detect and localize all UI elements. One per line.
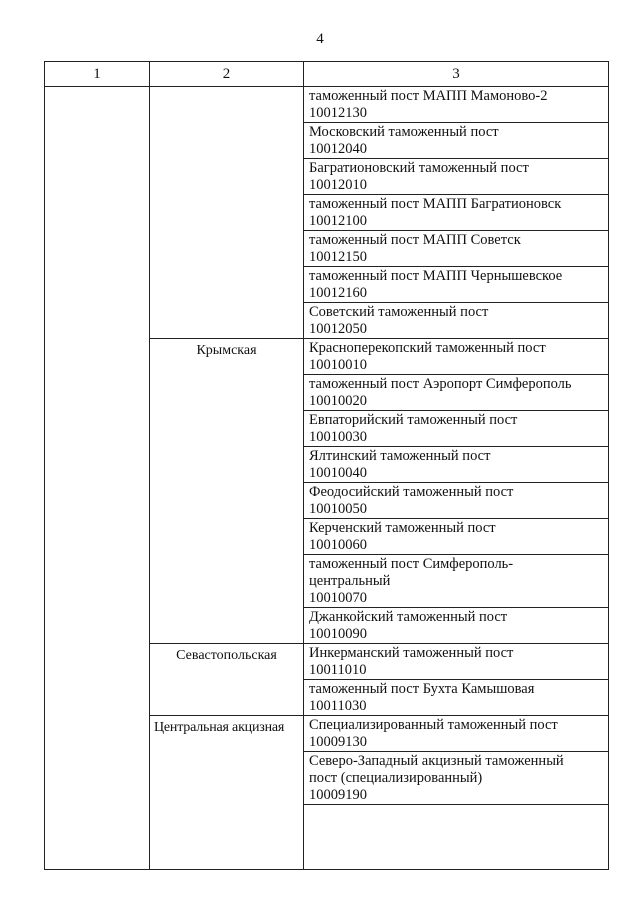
customs-post-cell	[304, 483, 609, 519]
column-header-3: 3	[304, 62, 609, 87]
post-name: Багратионовский таможенный пост	[309, 160, 529, 176]
post-name: Советский таможенный пост	[309, 304, 489, 320]
customs-post-cell	[304, 680, 609, 716]
post-name: Евпаторийский таможенный пост	[309, 412, 518, 428]
region-name	[150, 87, 303, 90]
post-code: 10012040	[309, 141, 367, 157]
customs-post-cell	[304, 339, 609, 375]
post-code: 10010010	[309, 357, 367, 373]
post-name: таможенный пост МАПП Багратионовск	[309, 196, 562, 212]
region-name: Центральная акцизная	[154, 720, 285, 735]
post-code: 10012100	[309, 213, 367, 229]
post-code: 10012160	[309, 285, 367, 301]
post-name: Северо-Западный акцизный таможенный	[309, 753, 564, 769]
table-body	[45, 62, 609, 870]
empty-cell	[304, 805, 609, 870]
customs-posts-table	[44, 61, 609, 870]
post-name: таможенный пост МАПП Советск	[309, 232, 521, 248]
post-name: пост (специализированный)	[309, 770, 483, 786]
post-code: 10010060	[309, 537, 367, 553]
post-code: 10010040	[309, 465, 367, 481]
customs-post-cell	[304, 519, 609, 555]
region-cell	[150, 716, 304, 870]
header-row	[45, 62, 609, 87]
customs-post-cell	[304, 447, 609, 483]
region-name: Севастопольская	[176, 648, 277, 663]
post-name: Московский таможенный пост	[309, 124, 499, 140]
post-name: Керченский таможенный пост	[309, 520, 496, 536]
post-code: 10010020	[309, 393, 367, 409]
customs-post-cell	[304, 159, 609, 195]
post-code: 10011010	[309, 662, 367, 678]
post-name: центральный	[309, 573, 391, 589]
customs-post-cell	[304, 231, 609, 267]
post-name: Феодосийский таможенный пост	[309, 484, 514, 500]
column-header-2: 2	[150, 62, 304, 87]
region-cell	[150, 339, 304, 644]
post-name: таможенный пост МАПП Чернышевское	[309, 268, 563, 284]
post-name: Ялтинский таможенный пост	[309, 448, 491, 464]
column-1-cell	[45, 87, 150, 870]
post-name: Джанкойский таможенный пост	[309, 609, 508, 625]
region-name: Крымская	[196, 343, 257, 358]
post-code: 10009190	[309, 787, 367, 803]
post-code: 10012150	[309, 249, 367, 265]
customs-post-cell	[304, 555, 609, 608]
post-code: 10009130	[309, 734, 367, 750]
customs-post-cell	[304, 411, 609, 447]
post-code: 10010050	[309, 501, 367, 517]
customs-post-cell	[304, 267, 609, 303]
page-number: 4	[316, 31, 324, 47]
post-code: 10010090	[309, 626, 367, 642]
customs-post-cell	[304, 195, 609, 231]
column-header-1: 1	[45, 62, 150, 87]
post-name: таможенный пост Симферополь-	[309, 556, 514, 572]
customs-post-cell	[304, 87, 609, 123]
post-name: Красноперекопский таможенный пост	[309, 340, 546, 356]
customs-post-cell	[304, 608, 609, 644]
post-name: таможенный пост Аэропорт Симферополь	[309, 376, 572, 392]
post-code: 10010030	[309, 429, 367, 445]
customs-post-cell	[304, 716, 609, 752]
post-name: таможенный пост МАПП Мамоново-2	[309, 88, 548, 104]
region-cell	[150, 644, 304, 716]
customs-post-cell	[304, 644, 609, 680]
post-code: 10012130	[309, 105, 367, 121]
region-cell	[150, 87, 304, 339]
post-code: 10010070	[309, 590, 367, 606]
post-code: 10012050	[309, 321, 367, 337]
customs-post-cell	[304, 123, 609, 159]
post-name: Инкерманский таможенный пост	[309, 645, 514, 661]
customs-post-cell	[304, 752, 609, 805]
customs-post-cell	[304, 375, 609, 411]
table-row	[45, 87, 609, 123]
post-name: таможенный пост Бухта Камышовая	[309, 681, 535, 697]
customs-post-cell	[304, 303, 609, 339]
post-code: 10011030	[309, 698, 367, 714]
post-name: Специализированный таможенный пост	[309, 717, 558, 733]
post-code: 10012010	[309, 177, 367, 193]
